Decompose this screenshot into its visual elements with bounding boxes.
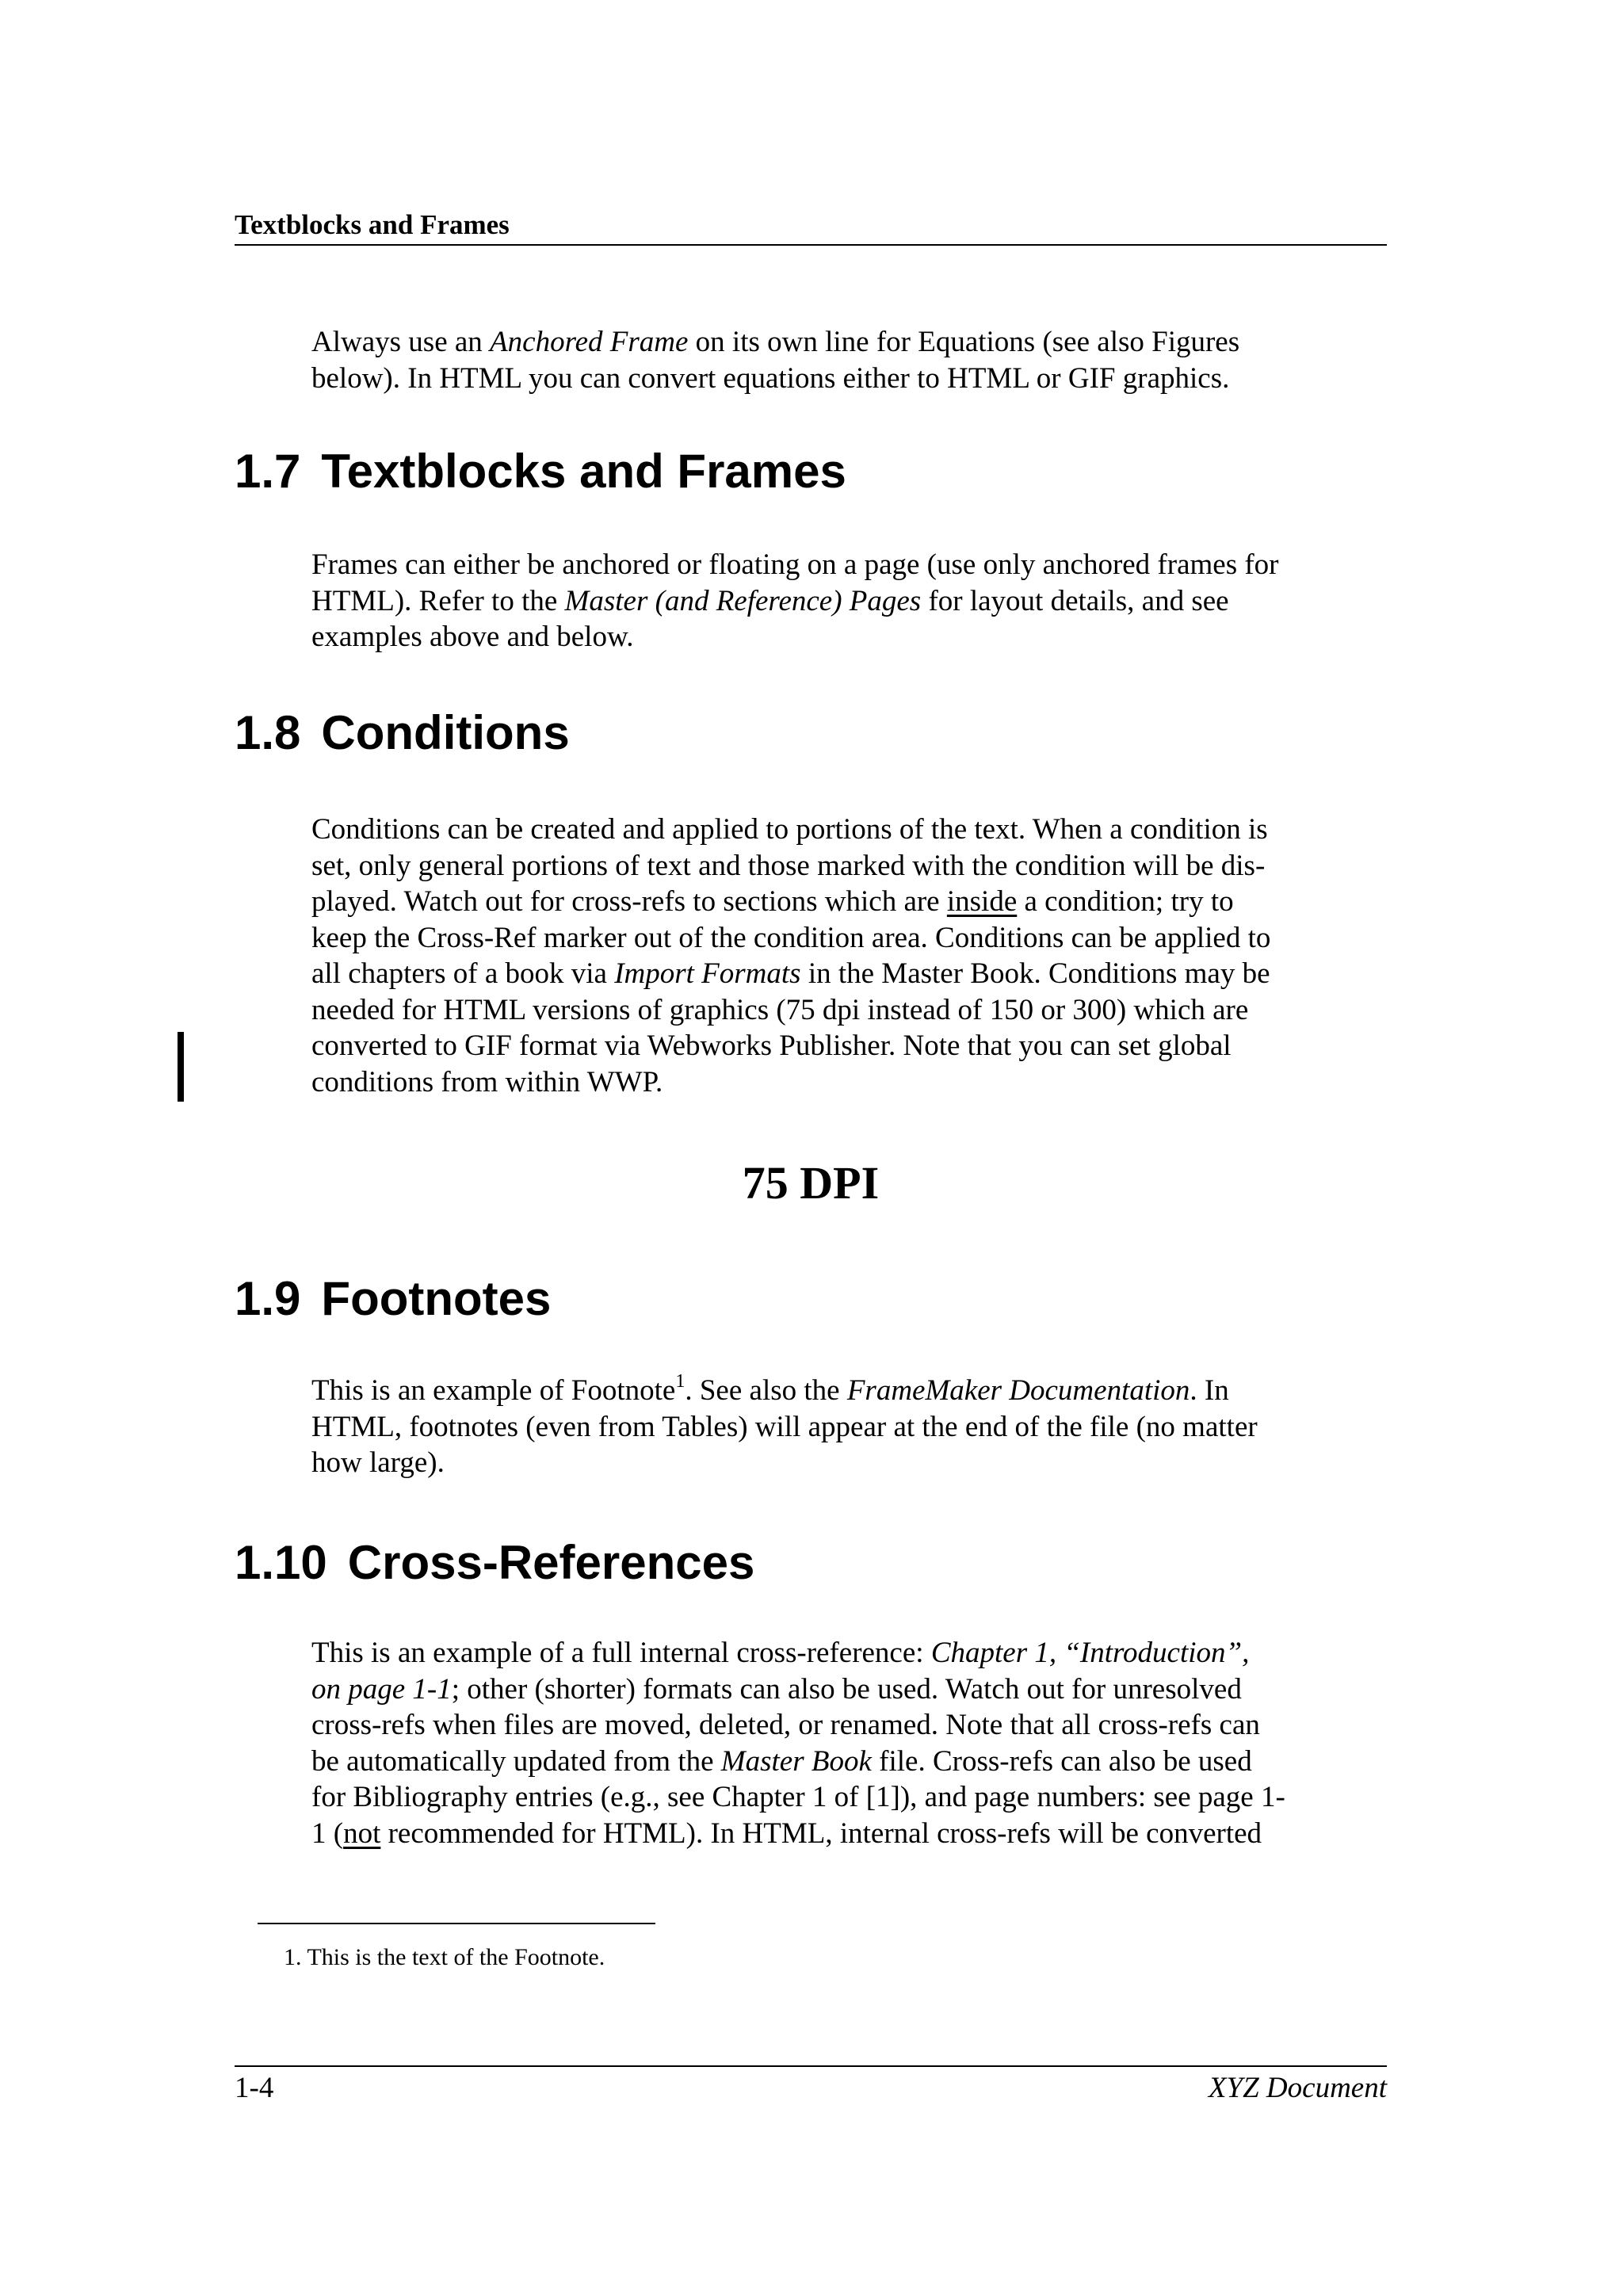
italic-term: Import Formats — [614, 957, 801, 990]
text-run: on its own line for Equations (see also Figures — [688, 326, 1240, 358]
text-line: cross-refs when files are moved, deleted, or renamed. Note that all cross-refs can — [311, 1709, 1260, 1741]
section-heading-1-10 — [235, 1535, 754, 1591]
section-1-10-paragraph — [311, 1635, 1334, 1851]
change-bar — [178, 1032, 184, 1102]
text-run: ; other (shorter) formats can also be used. Watch out for unresolved — [451, 1672, 1242, 1706]
section-number: 1.7 — [235, 445, 301, 498]
text-run: be automatically updated from the — [311, 1744, 721, 1778]
text-line: conditions from within WWP. — [311, 1065, 663, 1098]
footer-rule — [235, 2065, 1387, 2067]
text-run: in the Master Book. Conditions may be — [800, 957, 1270, 990]
italic-term: Master Book — [720, 1744, 872, 1778]
text-line — [311, 884, 1334, 920]
text-line — [311, 956, 1334, 992]
italic-term: Master (and Reference) Pages — [564, 584, 922, 617]
section-heading-1-7 — [235, 444, 846, 499]
text-line: Frames can either be anchored or floating on a page (use only anchored frames for — [311, 548, 1279, 581]
conditional-text-label: 75 DPI — [742, 1157, 880, 1209]
section-heading-1-8 — [235, 705, 570, 761]
section-1-8-paragraph — [311, 812, 1334, 1100]
section-number: 1.9 — [235, 1272, 301, 1325]
section-number: 1.10 — [235, 1536, 327, 1589]
section-heading-1-9 — [235, 1271, 551, 1327]
text-run: recommended for HTML). In HTML, internal cross-refs will be converted — [380, 1817, 1262, 1850]
text-run: This is an example of Footnote — [311, 1374, 676, 1407]
section-number: 1.8 — [235, 706, 301, 759]
section-title: Textblocks and Frames — [321, 445, 846, 498]
italic-term: Anchored Frame — [490, 326, 689, 358]
text-line: for Bibliography entries (e.g., see Chapter 1 of [1]), and page numbers: see page 1- — [311, 1781, 1285, 1813]
text-run: Always use an — [311, 326, 491, 358]
text-run: played. Watch out for cross-refs to sections which are — [311, 885, 947, 918]
underlined-term: inside — [946, 885, 1018, 918]
text-line: Conditions can be created and applied to portions of the text. When a condition is — [311, 813, 1268, 846]
footnote-separator — [258, 1923, 655, 1924]
text-line: how large). — [311, 1446, 445, 1479]
text-run: a condition; try to — [1017, 885, 1234, 918]
text-run: for layout details, and see — [921, 584, 1229, 617]
section-title: Cross-References — [347, 1536, 755, 1589]
text-line — [311, 583, 1334, 620]
footnote-text: 1. This is the text of the Footnote. — [284, 1944, 605, 1970]
italic-term: FrameMaker Documentation — [846, 1374, 1190, 1407]
intro-paragraph — [311, 324, 1334, 396]
cross-reference-link[interactable]: on page 1-1 — [311, 1672, 452, 1706]
section-title: Footnotes — [321, 1272, 552, 1325]
text-line: keep the Cross-Ref marker out of the condition area. Conditions can be applied to — [311, 921, 1271, 954]
running-header: Textblocks and Frames — [235, 208, 1387, 246]
cross-reference-link[interactable]: Chapter 1, “Introduction”, — [930, 1637, 1250, 1669]
text-line: converted to GIF format via Webworks Publisher. Note that you can set global — [311, 1030, 1232, 1062]
text-run: 1 ( — [311, 1817, 344, 1850]
section-title: Conditions — [321, 706, 570, 759]
text-run: all chapters of a book via — [311, 957, 615, 990]
text-line — [311, 1744, 1334, 1780]
text-run: file. Cross-refs can also be used — [871, 1744, 1252, 1778]
text-line: below). In HTML you can convert equations either to HTML or GIF graphics. — [311, 361, 1230, 395]
text-line — [311, 1370, 1334, 1409]
document-title: XYZ Document — [1208, 2072, 1387, 2104]
underlined-term: not — [343, 1817, 381, 1850]
page-number: 1-4 — [235, 2072, 274, 2104]
text-run: . In — [1190, 1374, 1229, 1407]
text-line — [311, 1635, 1334, 1671]
text-line — [311, 1816, 1334, 1852]
footnote-reference[interactable]: 1 — [675, 1370, 685, 1392]
text-run: . See also the — [685, 1374, 847, 1407]
text-run: This is an example of a full internal cross-reference: — [311, 1637, 931, 1669]
text-line — [311, 324, 1334, 361]
section-1-9-paragraph — [311, 1370, 1334, 1481]
text-line: examples above and below. — [311, 621, 634, 653]
section-1-7-paragraph — [311, 547, 1334, 655]
text-line: set, only general portions of text and those marked with the condition will be dis- — [311, 849, 1266, 882]
text-line: HTML, footnotes (even from Tables) will appear at the end of the file (no matter — [311, 1410, 1258, 1443]
text-line — [311, 1671, 1334, 1708]
text-run: HTML). Refer to the — [311, 584, 565, 617]
text-line: needed for HTML versions of graphics (75 dpi instead of 150 or 300) which are — [311, 993, 1249, 1026]
